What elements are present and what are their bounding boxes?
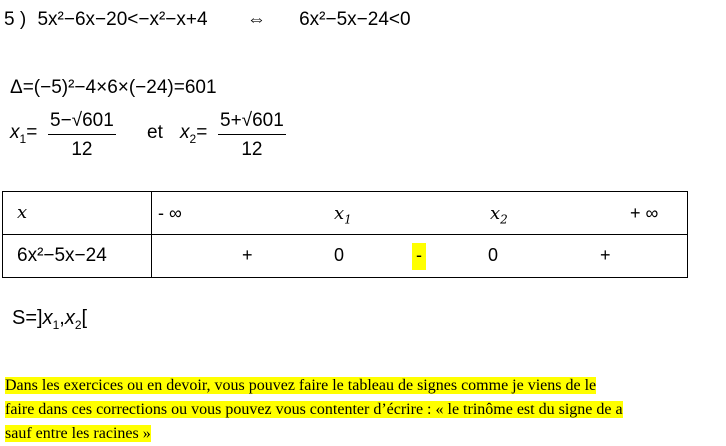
sign-minus-middle: - xyxy=(412,243,426,270)
x2-sub: 2 xyxy=(189,131,197,146)
and-word: et xyxy=(147,122,163,143)
header-values-cell xyxy=(152,192,688,235)
x1-fraction xyxy=(48,110,116,161)
trinomial-label: 6x²−5x−24 xyxy=(17,245,107,266)
solution-x2: x xyxy=(64,307,75,329)
plus-infinity: + ∞ xyxy=(630,203,659,223)
solution-x1-sub: 1 xyxy=(52,318,60,332)
zero-at-x2: 0 xyxy=(488,245,499,265)
root-x2-sub: 2 xyxy=(500,212,508,227)
x2-fraction xyxy=(218,110,286,161)
note-line xyxy=(5,374,623,398)
x1-numerator: 5−√601 xyxy=(48,110,116,135)
solution-x1: x xyxy=(42,307,53,329)
note-line-2: faire dans ces corrections ou vous pouvez vous contenter d’écrire : « le trinôme est du signe de a xyxy=(5,401,623,418)
root-x1-sub: 1 xyxy=(344,212,352,227)
table-sign-row xyxy=(3,235,688,278)
root-x1 xyxy=(334,203,352,227)
sign-values-cell xyxy=(152,235,688,278)
discriminant-line: Δ=(−5)²−4×6×(−24)=601 xyxy=(10,77,217,98)
row-label-cell xyxy=(3,235,152,278)
x2-var: x xyxy=(180,122,190,143)
x2-denominator: 12 xyxy=(241,139,263,160)
sign-table xyxy=(2,191,688,278)
x2-label xyxy=(180,122,207,146)
x2-equals: = xyxy=(196,122,208,143)
note-line-3: sauf entre les racines » xyxy=(5,425,151,442)
minus-infinity: - ∞ xyxy=(158,203,182,223)
interval-open: ] xyxy=(37,307,43,329)
header-x: x xyxy=(17,202,28,223)
root-x1-var: x xyxy=(334,203,345,224)
interval-close: [ xyxy=(81,307,88,329)
highlighted-note xyxy=(5,374,623,446)
root-x2-var: x xyxy=(490,203,501,224)
solution-comma: , xyxy=(59,307,65,329)
solution-s: S= xyxy=(12,307,38,329)
sign-plus-left: + xyxy=(242,245,253,265)
equation-lhs: 5x²−6x−20<−x²−x+4 xyxy=(37,9,208,30)
header-label-cell xyxy=(3,192,152,235)
equivalence-arrow: ⇔ xyxy=(246,9,266,30)
x1-denominator: 12 xyxy=(71,139,93,160)
x1-label xyxy=(10,122,37,146)
note-line-1: Dans les exercices ou en devoir, vous pouvez faire le tableau de signes comme je viens de le xyxy=(5,377,597,394)
exercise-number: 5 ) xyxy=(4,9,27,30)
x2-numerator: 5+√601 xyxy=(218,110,286,135)
note-line xyxy=(5,422,623,446)
solution-set xyxy=(12,307,87,332)
zero-at-x1: 0 xyxy=(334,245,345,265)
x1-sub: 1 xyxy=(19,131,27,146)
sign-plus-right: + xyxy=(600,245,611,265)
equation-rhs: 6x²−5x−24<0 xyxy=(299,9,411,30)
x1-equals: = xyxy=(26,122,38,143)
table-header-row xyxy=(3,192,688,235)
note-line xyxy=(5,398,623,422)
equation-line xyxy=(4,9,411,31)
x1-var: x xyxy=(10,122,20,143)
root-x2 xyxy=(490,203,508,227)
solution-x2-sub: 2 xyxy=(74,318,82,332)
